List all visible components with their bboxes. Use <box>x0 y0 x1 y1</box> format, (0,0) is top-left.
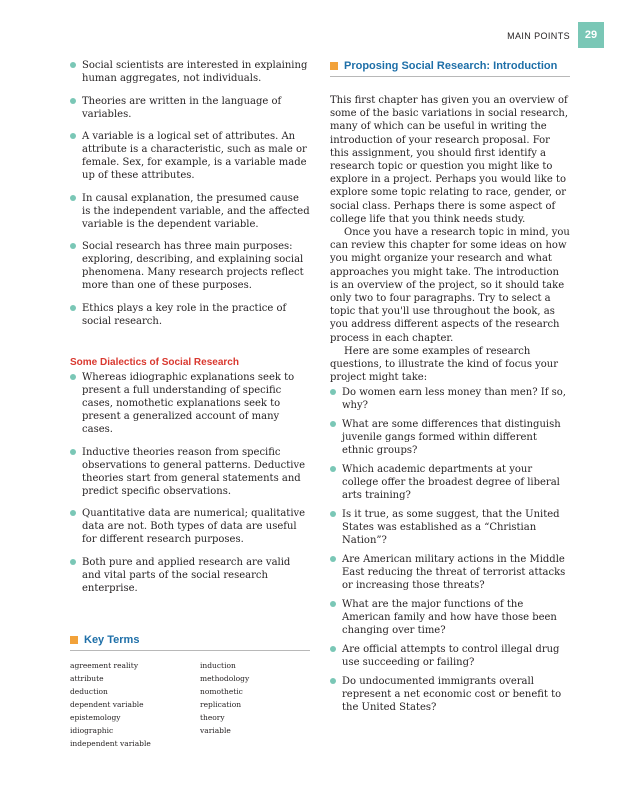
bullet-icon <box>70 305 76 311</box>
list-item: Which academic departments at your college offer the broadest degree of liberal arts training? <box>330 463 570 502</box>
key-term: independent variable <box>70 739 151 748</box>
list-item: Theories are written in the language of variables. <box>70 95 310 121</box>
dialectics-list <box>70 371 310 595</box>
list-item: Quantitative data are numerical; qualitative data are not. Both types of data are useful for different research purposes. <box>70 507 310 546</box>
key-terms-heading: Key Terms <box>70 633 310 651</box>
list-item: A variable is a logical set of attributes. An attribute is a characteristic, such as male or female. Sex, for example, is a variable made up of these attributes. <box>70 130 310 182</box>
list-item: What are some differences that distinguish juvenile gangs formed within different ethnic groups? <box>330 418 570 457</box>
bullet-icon <box>70 559 76 565</box>
bullet-icon <box>330 421 336 427</box>
running-header: MAIN POINTS <box>507 31 570 41</box>
list-item: Social scientists are interested in explaining human aggregates, not individuals. <box>70 59 310 85</box>
body-paragraph: Once you have a research topic in mind, you can review this chapter for some ideas on how you might organize your research and what approaches you might take. The introduction is an overview of the project, so it should take only two to four paragraphs. Try to select a topic that you'll use throughout the book, as you address different aspects of the research process in each chapter. <box>330 227 570 344</box>
main-points-list <box>70 59 310 328</box>
key-term: nomothetic <box>200 687 243 696</box>
bullet-icon <box>70 98 76 104</box>
orange-square-icon <box>70 636 78 644</box>
list-item: Whereas idiographic explanations seek to present a full understanding of specific cases, nomothetic explanations seek to present a generalized account of many cases. <box>70 371 310 436</box>
bullet-icon <box>70 243 76 249</box>
bullet-icon <box>70 449 76 455</box>
bullet-icon <box>330 646 336 652</box>
list-item: Both pure and applied research are valid and vital parts of the social research enterprise. <box>70 556 310 595</box>
bullet-icon <box>70 62 76 68</box>
list-item: Inductive theories reason from specific observations to general patterns. Deductive theories start from general statements and predict specific observations. <box>70 446 310 498</box>
list-item: In causal explanation, the presumed cause is the independent variable, and the affected variable is the dependent variable. <box>70 192 310 231</box>
list-item: Is it true, as some suggest, that the United States was established as a “Christian Nation”? <box>330 508 570 547</box>
proposal-heading: Proposing Social Research: Introduction <box>330 59 570 77</box>
key-term: dependent variable <box>70 700 144 709</box>
list-item: Do women earn less money than men? If so, why? <box>330 386 570 412</box>
bullet-icon <box>330 389 336 395</box>
key-term: variable <box>200 726 231 735</box>
body-paragraph: This first chapter has given you an overview of some of the basic variations in social research, many of which can be useful in writing the introduction of your research proposal. For this assignment, you should first identify a research topic or question you might like to explore in a project. Perhaps you would like to explore some topic relating to race, gender, or social class. Perhaps there is some aspect of college life that you think needs study. <box>330 95 569 225</box>
dialectics-heading: Some Dialectics of Social Research <box>70 357 239 368</box>
list-item: Ethics plays a key role in the practice of social research. <box>70 302 310 328</box>
key-term: deduction <box>70 687 108 696</box>
bullet-icon <box>70 374 76 380</box>
right-column <box>330 59 570 720</box>
list-item: Do undocumented immigrants overall represent a net economic cost or benefit to the United States? <box>330 675 570 714</box>
bullet-icon <box>70 133 76 139</box>
bullet-icon <box>70 195 76 201</box>
bullet-icon <box>330 466 336 472</box>
key-term: theory <box>200 713 225 722</box>
orange-square-icon <box>330 62 338 70</box>
key-term: idiographic <box>70 726 114 735</box>
bullet-icon <box>330 556 336 562</box>
body-paragraph: Here are some examples of research questions, to illustrate the kind of focus your project might take: <box>330 345 559 384</box>
bullet-icon <box>70 510 76 516</box>
key-term: methodology <box>200 674 250 683</box>
key-term: agreement reality <box>70 661 139 670</box>
bullet-icon <box>330 511 336 517</box>
key-term: replication <box>200 700 242 709</box>
list-item: What are the major functions of the American family and how have those been changing over time? <box>330 598 570 637</box>
list-item: Social research has three main purposes: exploring, describing, and explaining social phenomena. Many research projects reflect more than one of these purposes. <box>70 240 310 292</box>
left-column <box>70 59 310 750</box>
bullet-icon <box>330 678 336 684</box>
list-item: Are official attempts to control illegal drug use succeeding or failing? <box>330 643 570 669</box>
bullet-icon <box>330 601 336 607</box>
key-term: epistemology <box>70 713 121 722</box>
key-term: induction <box>200 661 236 670</box>
key-terms-table <box>70 659 310 750</box>
research-questions-list <box>330 386 570 714</box>
key-term: attribute <box>70 674 104 683</box>
list-item: Are American military actions in the Middle East reducing the threat of terrorist attacks or increasing those threats? <box>330 553 570 592</box>
page-number: 29 <box>578 22 604 48</box>
